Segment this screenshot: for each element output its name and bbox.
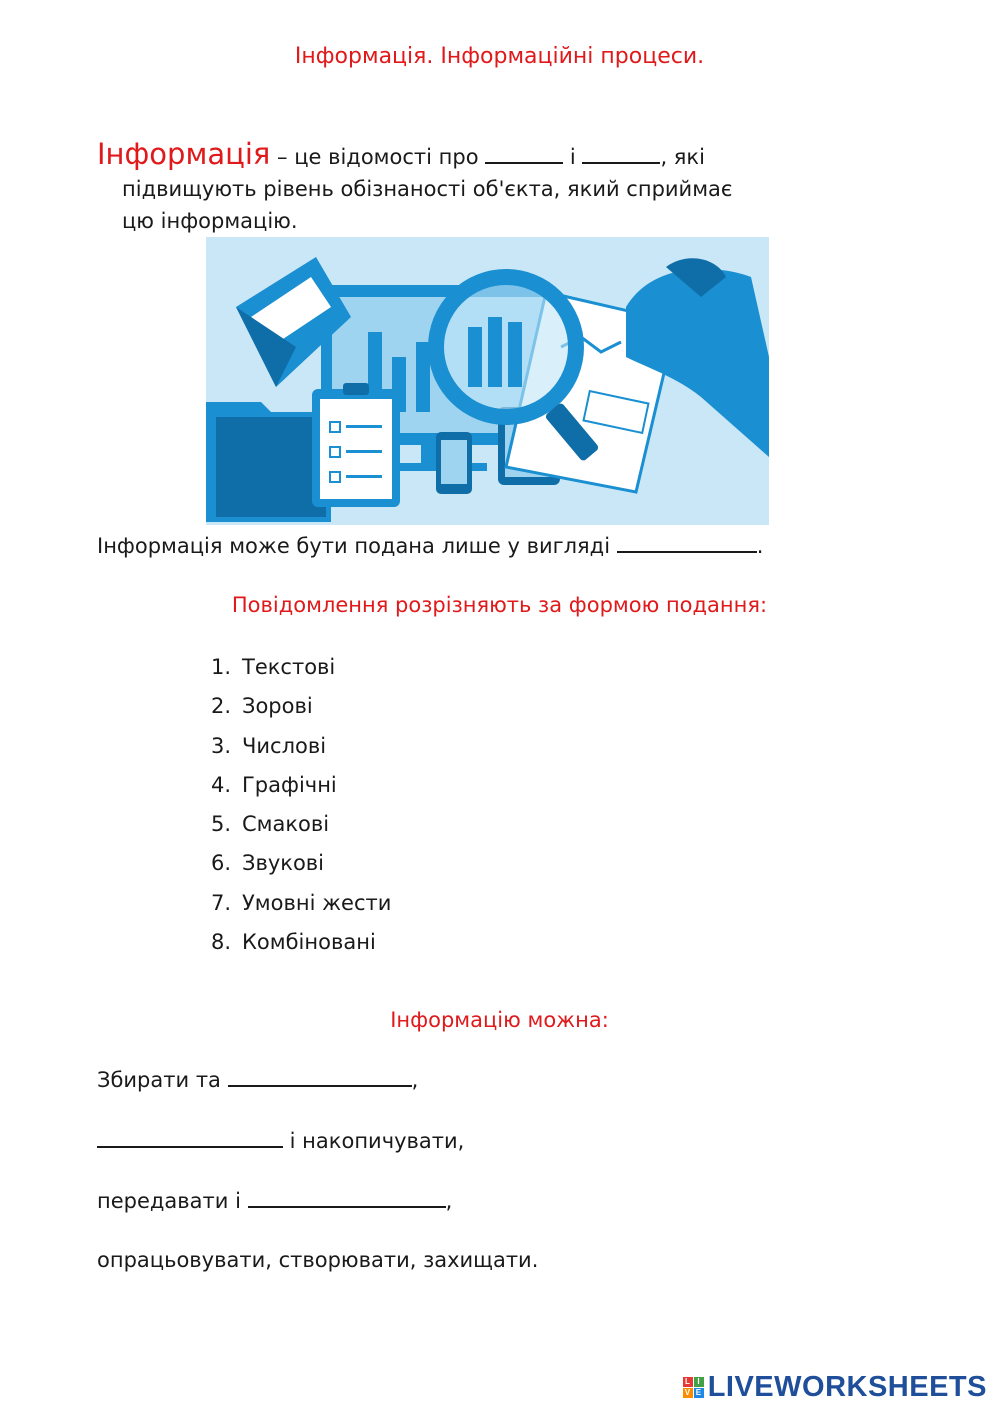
liveworksheets-logo (683, 1371, 987, 1404)
list-item-label: Комбіновані (242, 930, 376, 955)
action-store-text: і накопичувати, (283, 1129, 465, 1153)
information-illustration (206, 237, 769, 525)
action-transfer-text: передавати і (97, 1189, 248, 1213)
list-item-label: Зорові (242, 694, 313, 719)
action-transfer-suffix: , (445, 1189, 453, 1213)
list-item: 2. Зорові (211, 689, 391, 728)
blank-form[interactable] (617, 533, 757, 553)
actions-heading: Інформацію можна: (390, 1008, 609, 1032)
page-title: Інформація. Інформаційні процеси. (294, 44, 705, 69)
list-item-label: Звукові (242, 851, 325, 876)
list-item: 6. Звукові (211, 846, 391, 885)
action-transfer (97, 1188, 452, 1213)
list-item-label: Графічні (242, 772, 337, 797)
definition-text-3: , які (660, 145, 705, 169)
definition-text-4: підвищують рівень обізнаності об'єкта, який сприймає (122, 177, 733, 201)
blank-store[interactable] (97, 1128, 283, 1148)
definition-text-1: – це відомості про (270, 145, 486, 169)
forms-list (211, 650, 391, 964)
action-store (97, 1128, 464, 1153)
logo-text: LIVEWORKSHEETS (707, 1371, 987, 1403)
list-item-label: Числові (242, 733, 327, 758)
action-process: опрацьовувати, створювати, захищати. (97, 1248, 539, 1272)
definition-text-5: цю інформацію. (122, 209, 298, 233)
definition-text-2: і (563, 145, 583, 169)
definition-term: Інформація (97, 137, 271, 171)
action-collect-text: Збирати та (97, 1068, 228, 1092)
blank-transfer[interactable] (248, 1188, 446, 1208)
list-item: 7. Умовні жести (211, 886, 391, 925)
form-sentence-text: Інформація може бути подана лише у вигляді (97, 534, 617, 558)
forms-heading: Повідомлення розрізняють за формою подання: (231, 593, 768, 617)
blank-about-2[interactable] (582, 144, 660, 164)
list-item-label: Умовні жести (242, 890, 392, 915)
logo-mark-icon: L I V E (683, 1377, 704, 1398)
form-sentence-end: . (756, 534, 764, 558)
list-item-label: Текстові (242, 655, 336, 679)
list-item: 8. Комбіновані (211, 925, 391, 964)
form-sentence (97, 533, 763, 558)
list-item: 4. Графічні (211, 768, 391, 807)
definition-paragraph (97, 138, 877, 237)
list-item: 3. Числові (211, 729, 391, 768)
action-collect (97, 1067, 418, 1092)
list-item-label: Смакові (242, 812, 330, 837)
list-item: 1. Текстові (211, 650, 391, 689)
action-collect-suffix: , (411, 1068, 419, 1092)
list-item: 5. Смакові (211, 807, 391, 846)
blank-about-1[interactable] (485, 144, 563, 164)
blank-collect[interactable] (228, 1067, 412, 1087)
